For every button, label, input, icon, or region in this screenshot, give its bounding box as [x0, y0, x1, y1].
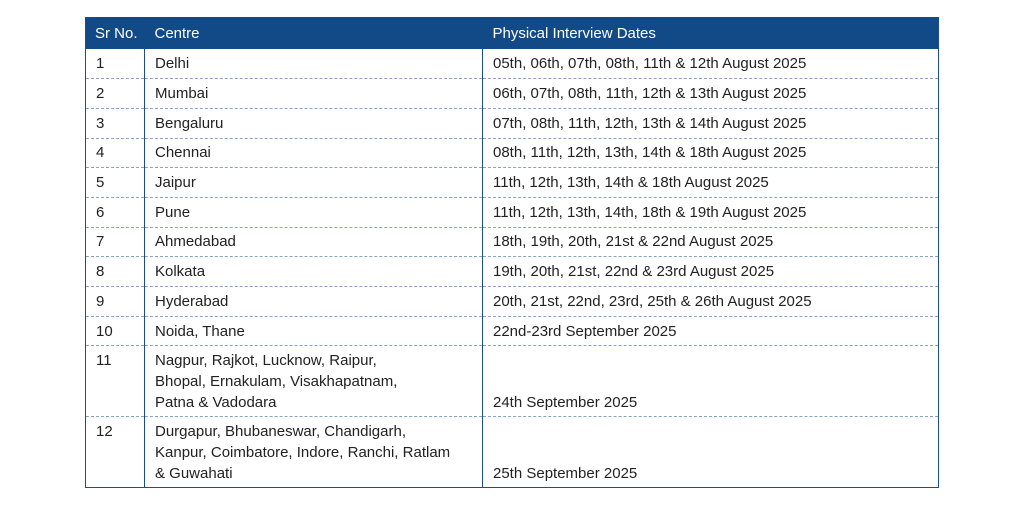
interview-dates-table — [85, 17, 939, 488]
cell-centre: Noida, Thane — [145, 316, 483, 346]
cell-dates: 05th, 06th, 07th, 08th, 11th & 12th August 2025 — [483, 49, 939, 79]
cell-dates: 22nd-23rd September 2025 — [483, 316, 939, 346]
cell-dates: 11th, 12th, 13th, 14th, 18th & 19th August 2025 — [483, 197, 939, 227]
cell-dates: 11th, 12th, 13th, 14th & 18th August 2025 — [483, 168, 939, 198]
cell-dates: 08th, 11th, 12th, 13th, 14th & 18th August 2025 — [483, 138, 939, 168]
cell-dates: 06th, 07th, 08th, 11th, 12th & 13th August 2025 — [483, 79, 939, 109]
table-row — [86, 108, 939, 138]
cell-centre: Bengaluru — [145, 108, 483, 138]
cell-centre: Chennai — [145, 138, 483, 168]
table-row — [86, 346, 939, 417]
cell-dates: 20th, 21st, 22nd, 23rd, 25th & 26th August 2025 — [483, 287, 939, 317]
cell-dates: 24th September 2025 — [483, 346, 939, 417]
cell-centre: Pune — [145, 197, 483, 227]
header-sr-no: Sr No. — [95, 24, 138, 42]
cell-sr-no: 2 — [86, 79, 145, 109]
cell-centre: Durgapur, Bhubaneswar, Chandigarh, Kanpur, Coimbatore, Indore, Ranchi, Ratlam & Guwahati — [145, 417, 483, 488]
cell-sr-no: 8 — [86, 257, 145, 287]
cell-sr-no: 11 — [86, 346, 145, 417]
cell-centre: Kolkata — [145, 257, 483, 287]
header-centre: Centre — [154, 24, 200, 42]
table-row — [86, 287, 939, 317]
cell-dates: 07th, 08th, 11th, 12th, 13th & 14th August 2025 — [483, 108, 939, 138]
table-row — [86, 316, 939, 346]
cell-centre: Delhi — [145, 49, 483, 79]
table-row — [86, 257, 939, 287]
cell-sr-no: 4 — [86, 138, 145, 168]
table-row — [86, 49, 939, 79]
table-row — [86, 227, 939, 257]
cell-sr-no: 1 — [86, 49, 145, 79]
table-row — [86, 197, 939, 227]
table-header — [86, 17, 939, 49]
cell-sr-no: 12 — [96, 423, 113, 441]
cell-centre: Mumbai — [145, 79, 483, 109]
cell-centre: Hyderabad — [145, 287, 483, 317]
table-row — [86, 79, 939, 109]
cell-centre: Jaipur — [145, 168, 483, 198]
cell-sr-no: 10 — [86, 316, 145, 346]
interview-schedule — [85, 17, 938, 488]
cell-sr-no: 6 — [86, 197, 145, 227]
cell-dates: 18th, 19th, 20th, 21st & 22nd August 2025 — [483, 227, 939, 257]
cell-centre: Nagpur, Rajkot, Lucknow, Raipur, Bhopal, Ernakulam, Visakhapatnam, Patna & Vadodara — [145, 346, 483, 417]
table-row — [86, 417, 939, 488]
cell-dates: 25th September 2025 — [483, 417, 939, 488]
cell-dates: 19th, 20th, 21st, 22nd & 23rd August 2025 — [483, 257, 939, 287]
table-row — [86, 168, 939, 198]
cell-sr-no: 3 — [86, 108, 145, 138]
cell-sr-no: 7 — [86, 227, 145, 257]
table-row — [86, 138, 939, 168]
cell-centre: Ahmedabad — [145, 227, 483, 257]
cell-sr-no: 5 — [86, 168, 145, 198]
header-dates: Physical Interview Dates — [492, 24, 656, 42]
cell-sr-no: 9 — [86, 287, 145, 317]
table-body — [86, 49, 939, 488]
header-row — [86, 17, 939, 49]
